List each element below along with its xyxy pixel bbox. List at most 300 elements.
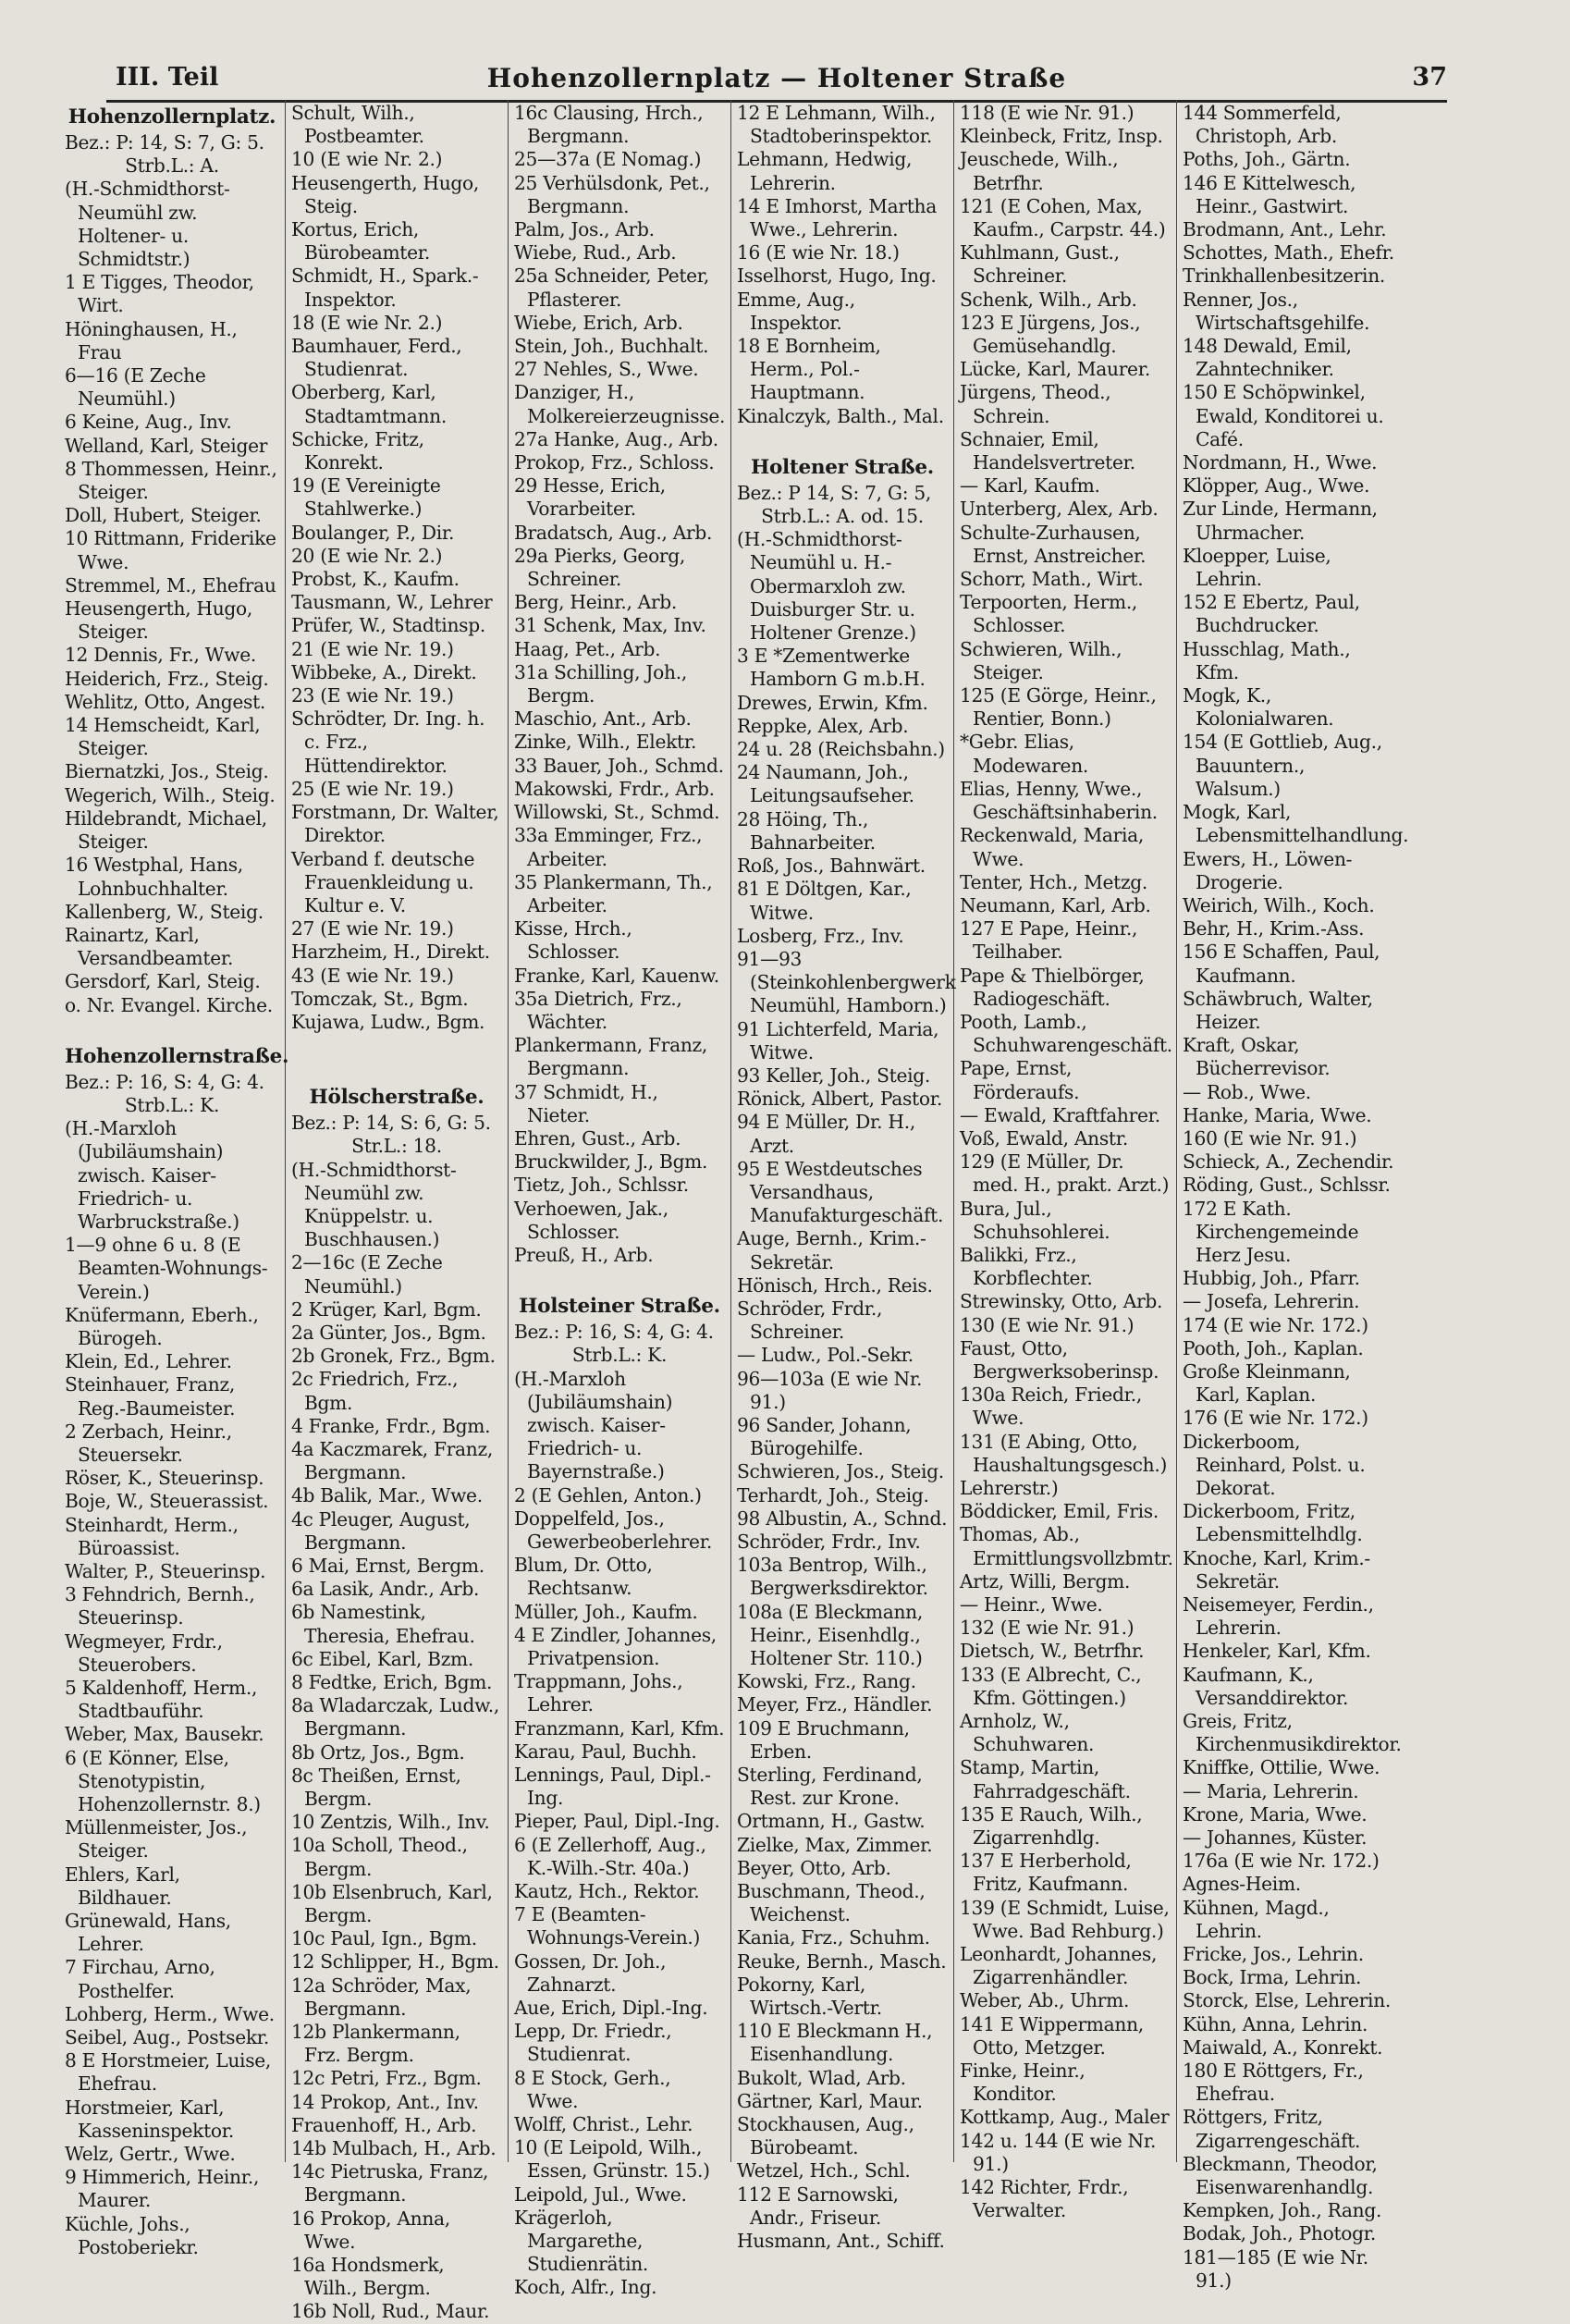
directory-entry: Zinke, Wilh., Elektr. [514,731,697,754]
directory-entry: 35 Plankermann, Th., Arbeiter. [514,870,713,916]
directory-entry: Bez.: P: 14, S: 7, G: 5. [65,131,264,154]
directory-entry: Wegmeyer, Frdr., Steuerobers. [65,1629,223,1676]
directory-entry: 123 E Jürgens, Jos., Gemüsehandlg. [960,311,1141,358]
directory-entry: 33 Bauer, Joh., Schmd. [514,754,724,777]
directory-entry: 8b Ortz, Jos., Bgm. [291,1740,465,1764]
directory-entry: 125 (E Görge, Heinr., Rentier, Bonn.) [960,684,1157,731]
directory-entry: Bez.: P: 16, S: 4, G: 4. [65,1070,264,1093]
directory-entry: Koch, Alfr., Ing. [514,2276,657,2299]
directory-entry: Gossen, Dr. Joh., Zahnarzt. [514,1949,667,1996]
directory-entry: Reuke, Bernh., Masch. [737,1949,947,1973]
directory-entry: (H.-Marxloh (Jubiläumshain) zwisch. Kaiser-Friedrich- u. Bayernstraße.) [514,1367,673,1483]
directory-entry: 110 E Bleckmann H., Eisenhandlung. [737,2020,933,2066]
directory-entry: Röser, K., Steuerinsp. [65,1467,264,1490]
directory-entry: 3 Fehndrich, Bernh., Steuerinsp. [65,1583,255,1629]
directory-entry: 8 E Horstmeier, Luise, Ehefrau. [65,2049,272,2096]
directory-entry: Fricke, Jos., Lehrin. [1183,1943,1364,1966]
directory-entry: Bez.: P: 16, S: 4, G: 4. [514,1321,714,1344]
directory-entry: 121 (E Cohen, Max, Kaufm., Carpstr. 44.) [960,194,1166,241]
directory-entry: Agnes-Heim. [1183,1873,1301,1896]
directory-entry: Terhardt, Joh., Steig. [737,1483,929,1506]
directory-entry: Pieper, Paul, Dipl.-Ing. [514,1810,720,1833]
directory-entry: 2 Krüger, Karl, Bgm. [291,1297,482,1321]
directory-entry: 16a Hondsmerk, Wilh., Bergm. [291,2254,445,2300]
directory-entry: 24 Naumann, Joh., Leitungsaufseher. [737,761,914,807]
directory-entry: Dickerboom, Reinhard, Polst. u. Dekorat. [1183,1430,1366,1499]
directory-entry: 176 (E wie Nr. 172.) [1183,1407,1368,1430]
directory-entry: Franzmann, Karl, Kfm. [514,1716,725,1740]
directory-entry: Kloepper, Luise, Lehrin. [1183,544,1331,591]
directory-entry: Strb.L.: A. od. 15. [761,505,924,528]
directory-entry: 10c Paul, Ign., Bgm. [291,1927,477,1950]
directory-entry: Frauenhoff, H., Arb. [291,2113,477,2136]
directory-entry: Pape, Ernst, Förderaufs. [960,1057,1080,1103]
directory-entry: 142 u. 144 (E wie Nr. 91.) [960,2129,1157,2175]
directory-entry: o. Nr. Evangel. Kirche. [65,993,273,1016]
directory-entry: 35a Dietrich, Frz., Wächter. [514,987,682,1033]
directory-entry: 14c Pietruska, Franz, Bergmann. [291,2160,489,2207]
directory-entry: Elias, Henny, Wwe., Geschäftsinhaberin. [960,777,1158,824]
directory-entry: (H.-Schmidthorst-Neumühl zw. Knüppelstr. u. Buschhausen.) [291,1158,457,1251]
directory-entry: Blum, Dr. Otto, Rechtsanw. [514,1554,653,1600]
directory-entry: Schmidt, H., Spark.-Inspektor. [291,264,479,311]
directory-entry: Pooth, Lamb., Schuhwarengeschäft. [960,1010,1172,1057]
directory-entry: 12 E Lehmann, Wilh., Stadtoberinspektor. [737,102,936,148]
directory-entry: Kinalczyk, Balth., Mal. [737,404,944,427]
directory-entry: — Maria, Lehrerin. [1183,1779,1359,1802]
directory-entry: 6c Eibel, Karl, Bzm. [291,1647,474,1670]
directory-entry: Plankermann, Franz, Bergmann. [514,1034,707,1080]
directory-entry: Isselhorst, Hugo, Ing. [737,264,937,288]
directory-entry: 33a Emminger, Frz., Arbeiter. [514,824,703,870]
directory-entry: Danziger, H., Molkereierzeugnisse. [514,381,726,427]
directory-entry: Wiebe, Rud., Arb. [514,241,677,264]
directory-entry: Husschlag, Math., Kfm. [1183,637,1351,683]
directory-entry: Schorr, Math., Wirt. [960,568,1144,591]
directory-entry: Schnaier, Emil, Handelsvertreter. [960,427,1135,474]
directory-entry: Röding, Gust., Schlssr. [1183,1174,1391,1197]
directory-entry: Tausmann, W., Lehrer [291,591,493,614]
column-5 [954,100,1177,2222]
directory-entry: Gärtner, Karl, Maur. [737,2089,923,2112]
directory-entry: Prokop, Frz., Schloss. [514,451,715,474]
directory-entry: 5 Kaldenhoff, Herm., Stadtbauführ. [65,1677,258,1723]
directory-entry: Biernatzki, Jos., Steig. [65,760,269,783]
page-title: Hohenzollernplatz — Holtener Straße [486,63,1067,93]
directory-entry: Knüfermann, Eberh., Bürogeh. [65,1303,259,1349]
directory-entry: Finke, Heinr., Konditor. [960,2060,1086,2106]
directory-entry: 16 Westphal, Hans, Lohnbuchhalter. [65,854,243,900]
directory-entry: 18 E Bornheim, Herm., Pol.-Hauptmann. [737,335,881,404]
directory-entry: 14b Mulbach, H., Arb. [291,2137,497,2160]
directory-entry: 23 (E wie Nr. 19.) [291,684,454,707]
directory-entry: Steinhauer, Franz, Reg.-Baumeister. [65,1373,236,1420]
directory-entry: Schwieren, Jos., Steig. [737,1460,944,1483]
directory-entry: Doppelfeld, Jos., Gewerbeoberlehrer. [514,1506,712,1553]
directory-entry: 4a Kaczmarek, Franz, Bergmann. [291,1437,493,1484]
directory-entry: Schäwbruch, Walter, Heizer. [1183,987,1373,1033]
directory-entry: 10 Rittmann, Friderike Wwe. [65,527,276,573]
directory-entry: (H.-Schmidthorst-Neumühl u. H.-Obermarxloh zw. Duisburger Str. u. Holtener Grenze.) [737,528,916,645]
directory-entry: Weber, Ab., Uhrm. [960,1989,1130,2012]
directory-entry: Buschmann, Theod., Weichenst. [737,1880,926,1926]
directory-entry: 181—185 (E wie Nr. 91.) [1183,2245,1368,2292]
directory-entry: 6a Lasik, Andr., Arb. [291,1578,480,1601]
directory-entry: 16c Clausing, Hrch., Bergmann. [514,102,704,148]
directory-entry: 2b Gronek, Frz., Bgm. [291,1345,496,1368]
directory-entry: Forstmann, Dr. Walter, Direktor. [291,801,499,847]
directory-entry: 1—9 ohne 6 u. 8 (E Beamten-Wohnungs-Verein.) [65,1234,268,1303]
directory-entry: Welland, Karl, Steiger [65,434,268,457]
directory-entry: Kaufmann, K., Versanddirektor. [1183,1663,1349,1709]
directory-entry: Neumann, Karl, Arb. [960,893,1151,916]
directory-entry: Drewes, Erwin, Kfm. [737,691,928,714]
directory-entry: 144 Sommerfeld, Christoph, Arb. [1183,102,1342,148]
directory-entry: 4 Franke, Frdr., Bgm. [291,1414,491,1437]
directory-entry: Grünewald, Hans, Lehrer. [65,1910,231,1956]
directory-entry: Baumhauer, Ferd., Studienrat. [291,335,462,381]
directory-entry: 10 Zentzis, Wilh., Inv. [291,1811,490,1834]
column-6 [1177,100,1409,2292]
directory-entry: Bock, Irma, Lehrin. [1183,1966,1362,1989]
directory-entry: 10 (E Leipold, Wilh., Essen, Grünstr. 15.) [514,2136,710,2183]
directory-entry: 27 (E wie Nr. 19.) [291,917,454,941]
directory-entry: Heusengerth, Hugo, Steig. [291,171,480,217]
directory-entry: 4c Pleuger, August, Bergmann. [291,1507,471,1554]
directory-entry: 176a (E wie Nr. 172.) [1183,1850,1380,1873]
directory-entry: 160 (E wie Nr. 91.) [1183,1126,1357,1150]
directory-entry: 94 E Müller, Dr. H., Arzt. [737,1111,915,1157]
directory-entry: Husmann, Ant., Schiff. [737,2230,945,2253]
directory-entry: Wibbeke, A., Direkt. [291,660,477,683]
directory-entry: 27 Nehles, S., Wwe. [514,358,699,381]
directory-entry: Ewers, H., Löwen-Drogerie. [1183,847,1353,893]
directory-entry: 156 E Schaffen, Paul, Kaufmann. [1183,941,1380,987]
directory-entry: 174 (E wie Nr. 172.) [1183,1313,1368,1336]
directory-entry: Kania, Frz., Schuhm. [737,1926,930,1949]
directory-entry: Wegerich, Wilh., Steig. [65,783,276,806]
directory-entry: 152 E Ebertz, Paul, Buchdrucker. [1183,591,1360,637]
directory-entry: Schottes, Math., Ehefr. [1183,241,1394,264]
directory-entry: Boulanger, P., Dir. [291,521,455,544]
directory-entry: Verhoewen, Jak., Schlosser. [514,1197,668,1243]
directory-entry: Kautz, Hch., Rektor. [514,1880,700,1903]
column-gap [65,1017,279,1041]
directory-entry: Schieck, A., Zechendir. [1183,1150,1394,1174]
directory-entry: 7 Firchau, Arno, Posthelfer. [65,1956,215,2002]
directory-entry: Kottkamp, Aug., Maler [960,2106,1170,2129]
directory-entry: — Johannes, Küster. [1183,1826,1368,1850]
directory-entry: Schult, Wilh., Postbeamter. [291,102,424,148]
directory-entry: Lepp, Dr. Friedr., Studienrat. [514,2020,672,2066]
directory-entry: Heiderich, Frz., Steig. [65,667,269,690]
directory-entry: Kempken, Joh., Rang. [1183,2199,1382,2222]
directory-entry: Renner, Jos., Wirtschaftsgehilfe. [1183,288,1370,334]
directory-entry: 142 Richter, Frdr., Verwalter. [960,2176,1129,2222]
directory-entry: Kühn, Anna, Lehrin. [1183,2012,1368,2035]
directory-entry: Palm, Jos., Arb. [514,218,655,241]
directory-entry: Stockhausen, Aug., Bürobeamt. [737,2113,914,2159]
directory-entry: Kujawa, Ludw., Bgm. [291,1010,485,1033]
directory-entry: Thomas, Ab., Ermittlungsvollzbmtr. [960,1523,1173,1569]
directory-entry: 109 E Bruchmann, Erben. [737,1716,910,1763]
directory-entry: Stamp, Martin, Fahrradgeschäft. [960,1756,1131,1802]
directory-entry: Krone, Maria, Wwe. [1183,1802,1368,1826]
directory-entry: 2 (E Gehlen, Anton.) [514,1483,702,1506]
directory-entry: Prüfer, W., Stadtinsp. [291,614,485,637]
directory-entry: Horstmeier, Karl, Kasseninspektor. [65,2096,235,2142]
column-gap [737,428,948,452]
directory-entry: Heusengerth, Hugo, Steiger. [65,597,253,644]
directory-entry: 91 Lichterfeld, Maria, Witwe. [737,1017,939,1064]
directory-entry: Trappmann, Johs., Lehrer. [514,1670,683,1716]
directory-entry: Wolff, Christ., Lehr. [514,2113,693,2136]
directory-entry: 132 (E wie Nr. 91.) [960,1617,1135,1640]
directory-entry: Bodak, Joh., Photogr. [1183,2222,1376,2245]
directory-entry: 12a Schröder, Max, Bergmann. [291,1974,472,2020]
directory-entry: 108a (E Bleckmann, Heinr., Eisenhdlg., Holtener Str. 110.) [737,1600,923,1669]
directory-entry: 93 Keller, Joh., Steig. [737,1064,931,1087]
directory-entry: Ehren, Gust., Arb. [514,1126,681,1150]
directory-entry: 14 Prokop, Ant., Inv. [291,2090,479,2113]
directory-entry: — Karl, Kaufm. [960,474,1100,498]
directory-entry: Rainartz, Karl, Versandbeamter. [65,923,234,970]
directory-entry: 6—16 (E Zeche Neumühl.) [65,364,206,411]
directory-entry: Sterling, Ferdinand, Rest. zur Krone. [737,1764,923,1810]
directory-entry: Kühnen, Magd., Lehrin. [1183,1896,1330,1942]
directory-entry: 43 (E wie Nr. 19.) [291,964,454,987]
directory-entry: 25a Schneider, Peter, Pflasterer. [514,264,710,311]
directory-entry: Rönick, Albert, Pastor. [737,1088,942,1111]
directory-entry: Lehmann, Hedwig, Lehrerin. [737,148,913,194]
page-number: 37 [1412,63,1447,92]
directory-entry: Strb.L.: A. [125,154,219,178]
directory-entry: 2c Friedrich, Frz., Bgm. [291,1368,459,1414]
directory-entry: — Rob., Wwe. [1183,1080,1311,1103]
directory-entry: 6 (E Könner, Else, Stenotypistin, Hohenzollernstr. 8.) [65,1746,261,1816]
directory-entry: Kniffke, Ottilie, Wwe. [1183,1756,1380,1779]
directory-entry: Gersdorf, Karl, Steig. [65,970,261,993]
directory-entry: 14 E Imhorst, Martha Wwe., Lehrerin. [737,194,937,241]
directory-entry: 8c Theißen, Ernst, Bergm. [291,1764,461,1811]
directory-entry: 12c Petri, Frz., Bgm. [291,2067,482,2090]
directory-entry: 29a Pierks, Georg, Schreiner. [514,544,686,591]
directory-entry: Kuhlmann, Gust., Schreiner. [960,241,1120,288]
directory-entry: Karau, Paul, Buchh. [514,1740,697,1763]
street-heading: Hölscherstraße. [309,1086,484,1110]
street-heading: Holsteiner Straße. [519,1295,720,1319]
directory-entry: Pokorny, Karl, Wirtsch.-Vertr. [737,1973,882,2020]
directory-entry: 91—93 (Steinkohlenbergwerk Neumühl, Hamborn.) [737,947,956,1017]
directory-entry: 16 Prokop, Anna, Wwe. [291,2207,450,2253]
directory-entry: 29 Hesse, Erich, Vorarbeiter. [514,474,666,521]
column-2 [286,100,509,2323]
directory-entry: Ehlers, Karl, Bildhauer. [65,1863,180,1909]
directory-entry: Pooth, Joh., Kaplan. [1183,1336,1364,1359]
directory-entry: Jeuschede, Wilh., Betrfhr. [960,148,1119,194]
column-gap [514,1267,725,1291]
column-4 [731,100,956,2253]
directory-entry: Stein, Joh., Buchhalt. [514,335,709,358]
directory-entry: 37 Schmidt, H., Nieter. [514,1080,658,1126]
directory-entry: 25 Verhülsdonk, Pet., Bergmann. [514,171,710,217]
directory-columns [63,100,1409,2323]
directory-entry: Pape & Thielbörger, Radiogeschäft. [960,964,1145,1010]
directory-entry: 2—16c (E Zeche Neumühl.) [291,1251,443,1297]
directory-entry: Stremmel, M., Ehefrau [65,573,276,596]
street-heading: Hohenzollernstraße. [65,1044,289,1068]
directory-entry: *Gebr. Elias, Modewaren. [960,731,1089,777]
directory-entry: 148 Dewald, Emil, Zahntechniker. [1183,335,1352,381]
directory-entry: — Josefa, Lehrerin. [1183,1290,1360,1313]
directory-entry: 9 Himmerich, Heinr., Maurer. [65,2166,260,2212]
directory-entry: Hubbig, Joh., Pfarr. [1183,1267,1360,1290]
directory-entry: Kallenberg, W., Steig. [65,900,264,923]
directory-entry: 7 E (Beamten-Wohnungs-Verein.) [514,1903,701,1949]
directory-entry: 16 (E wie Nr. 18.) [737,241,900,264]
directory-entry: 28 Höing, Th., Bahnarbeiter. [737,807,876,854]
directory-entry: Steinhardt, Herm., Büroassist. [65,1513,239,1559]
directory-entry: — Ewald, Kraftfahrer. [960,1103,1160,1126]
directory-entry: 4b Balik, Mar., Wwe. [291,1484,483,1507]
column-3 [509,100,731,2299]
directory-entry: Große Kleinmann, Karl, Kaplan. [1183,1359,1351,1407]
directory-entry: 24 u. 28 (Reichsbahn.) [737,738,945,761]
directory-entry: Bradatsch, Aug., Arb. [514,521,713,544]
street-heading: Holtener Straße. [751,455,934,479]
directory-entry: Artz, Willi, Bergm. [960,1569,1131,1592]
directory-entry: Welz, Gertr., Wwe. [65,2143,236,2166]
directory-entry: Lohberg, Herm., Wwe. [65,2002,275,2025]
directory-entry: 31 Schenk, Max, Inv. [514,614,706,637]
directory-entry: Roß, Jos., Bahnwärt. [737,855,926,878]
directory-entry: Terpoorten, Herm., Schlosser. [960,591,1138,637]
directory-entry: Meyer, Frz., Händler. [737,1693,933,1716]
directory-entry: 130a Reich, Friedr., Wwe. [960,1383,1142,1430]
directory-entry: Schrödter, Dr. Ing. h. c. Frz., Hüttendirektor. [291,707,485,777]
directory-entry: 20 (E wie Nr. 2.) [291,544,443,567]
directory-entry: Harzheim, H., Direkt. [291,941,490,964]
directory-entry: 12b Plankermann, Frz. Bergm. [291,2021,460,2067]
directory-entry: Berg, Heinr., Arb. [514,591,678,614]
directory-entry: Nordmann, H., Wwe. [1183,451,1378,474]
directory-entry: Müllenmeister, Jos., Steiger. [65,1816,248,1863]
directory-entry: Preuß, H., Arb. [514,1243,654,1266]
directory-entry: Neisemeyer, Ferdin., Lehrerin. [1183,1593,1374,1640]
column-gap [291,1034,502,1058]
directory-entry: Walter, P., Steuerinsp. [65,1559,266,1582]
directory-entry: Kraft, Oskar, Bücherrevisor. [1183,1034,1331,1080]
directory-entry: 131 (E Abing, Otto, Haushaltungsgesch.) [960,1430,1168,1476]
directory-entry: 12 Dennis, Fr., Wwe. [65,644,256,667]
directory-entry: Strb.L.: K. [571,1344,668,1367]
directory-entry: 139 (E Schmidt, Luise, Wwe. Bad Rehburg.) [960,1896,1170,1942]
directory-entry: Dietsch, W., Betrfhr. [960,1640,1145,1663]
directory-entry: Faust, Otto, Bergwerksoberinsp. [960,1336,1159,1383]
directory-entry: Mogk, Karl, Lebensmittelhandlung. [1183,801,1409,847]
directory-entry: Doll, Hubert, Steiger. [65,504,262,527]
directory-entry: 8 Thommessen, Heinr., Steiger. [65,457,277,504]
directory-entry: Greis, Fritz, Kirchenmusikdirektor. [1183,1710,1402,1756]
directory-entry: Schröder, Frdr., Inv. [737,1530,921,1553]
directory-entry: Voß, Ewald, Anstr. [960,1126,1128,1150]
directory-entry: 135 E Rauch, Wilh., Zigarrenhdlg. [960,1802,1143,1850]
directory-entry: (H.-Schmidthorst-Neumühl zw. Holtener- u. Schmidtstr.) [65,178,230,271]
directory-entry: 96—103a (E wie Nr. 91.) [737,1367,923,1413]
directory-entry: Lehrerstr.) [960,1476,1059,1499]
directory-entry: Verband f. deutsche Frauenkleidung u. Kultur e. V. [291,847,475,916]
directory-entry: 14 Hemscheidt, Karl, Steiger. [65,714,261,760]
directory-entry: Ortmann, H., Gastw. [737,1810,926,1833]
directory-entry: Wetzel, Hch., Schl. [737,2159,911,2183]
directory-entry: Trinkhallenbesitzerin. [1183,264,1386,288]
directory-entry: 10 (E wie Nr. 2.) [291,148,443,171]
directory-entry: Bez.: P: 14, S: 6, G: 5. [291,1112,491,1135]
directory-entry: 18 (E wie Nr. 2.) [291,311,443,334]
street-heading: Hohenzollernplatz. [67,105,276,129]
directory-entry: Tenter, Hch., Metzg. [960,870,1148,893]
directory-entry: 3 E *Zementwerke Hamborn G m.b.H. [737,645,926,691]
directory-entry: 8 E Stock, Gerh., Wwe. [514,2066,671,2112]
directory-entry: Behr, H., Krim.-Ass. [1183,917,1365,941]
directory-entry: Brodmann, Ant., Lehr. [1183,218,1387,241]
directory-entry: Maschio, Ant., Arb. [514,707,692,731]
directory-entry: 154 (E Gottlieb, Aug., Bauuntern., Walsum.) [1183,731,1382,800]
directory-entry: Schwieren, Wilh., Steiger. [960,637,1122,683]
directory-entry: Hönisch, Hrch., Reis. [737,1273,933,1297]
directory-entry: Bez.: P 14, S: 7, G: 5, [737,481,932,504]
directory-entry: Reppke, Alex, Arb. [737,714,909,737]
directory-entry: Franke, Karl, Kauenw. [514,964,719,987]
column-gap [291,1058,502,1082]
directory-entry: 141 E Wippermann, Otto, Metzger. [960,2012,1144,2059]
directory-entry: Bleckmann, Theodor, Eisenwarenhandlg. [1183,2152,1378,2199]
directory-entry: Klöpper, Aug., Wwe. [1183,474,1370,498]
directory-entry: 118 (E wie Nr. 91.) [960,102,1135,124]
directory-entry: 130 (E wie Nr. 91.) [960,1313,1135,1336]
directory-entry: Oberberg, Karl, Stadtamtmann. [291,381,448,427]
directory-entry: Kisse, Hrch., Schlosser. [514,917,632,964]
directory-entry: Tietz, Joh., Schlssr. [514,1174,689,1197]
directory-entry: 21 (E wie Nr. 19.) [291,637,454,660]
directory-entry: Strb.L.: K. [124,1093,220,1116]
directory-entry: 16b Noll, Rud., Maur. [291,2300,490,2323]
directory-entry: Losberg, Frz., Inv. [737,924,904,947]
directory-entry: Willowski, St., Schmd. [514,801,720,824]
directory-entry: Balikki, Frz., Korbflechter. [960,1243,1093,1290]
directory-entry: 12 Schlipper, H., Bgm. [291,1950,499,1974]
directory-entry: 4 E Zindler, Johannes, Privatpension. [514,1623,717,1669]
directory-entry: 1 E Tigges, Theodor, Wirt. [65,271,254,317]
directory-entry: 150 E Schöpwinkel, Ewald, Konditorei u. Café. [1183,381,1384,450]
directory-entry: 96 Sander, Johann, Bürogehilfe. [737,1413,912,1460]
directory-entry: Schröder, Frdr., Schreiner. [737,1297,883,1344]
directory-entry: Tomczak, St., Bgm. [291,987,469,1010]
directory-entry: Haag, Pet., Arb. [514,637,661,660]
directory-entry: Kortus, Erich, Bürobeamter. [291,218,430,264]
directory-entry: Jürgens, Theod., Schrein. [960,381,1111,427]
directory-entry: — Ludw., Pol.-Sekr. [737,1344,914,1367]
directory-entry: Boje, W., Steuerassist. [65,1490,269,1513]
directory-entry: Auge, Bernh., Krim.-Sekretär. [737,1227,926,1273]
page-header [106,63,1447,103]
directory-entry: Aue, Erich, Dipl.-Ing. [514,1997,708,2020]
directory-entry: 10b Elsenbruch, Karl, Bergm. [291,1880,493,1927]
directory-entry: Lennings, Paul, Dipl.-Ing. [514,1764,711,1810]
directory-entry: Str.L.: 18. [351,1135,442,1158]
directory-entry: 95 E Westdeutsches Versandhaus, Manufakturgeschäft. [737,1157,944,1227]
directory-entry: Wehlitz, Otto, Angest. [65,690,266,713]
